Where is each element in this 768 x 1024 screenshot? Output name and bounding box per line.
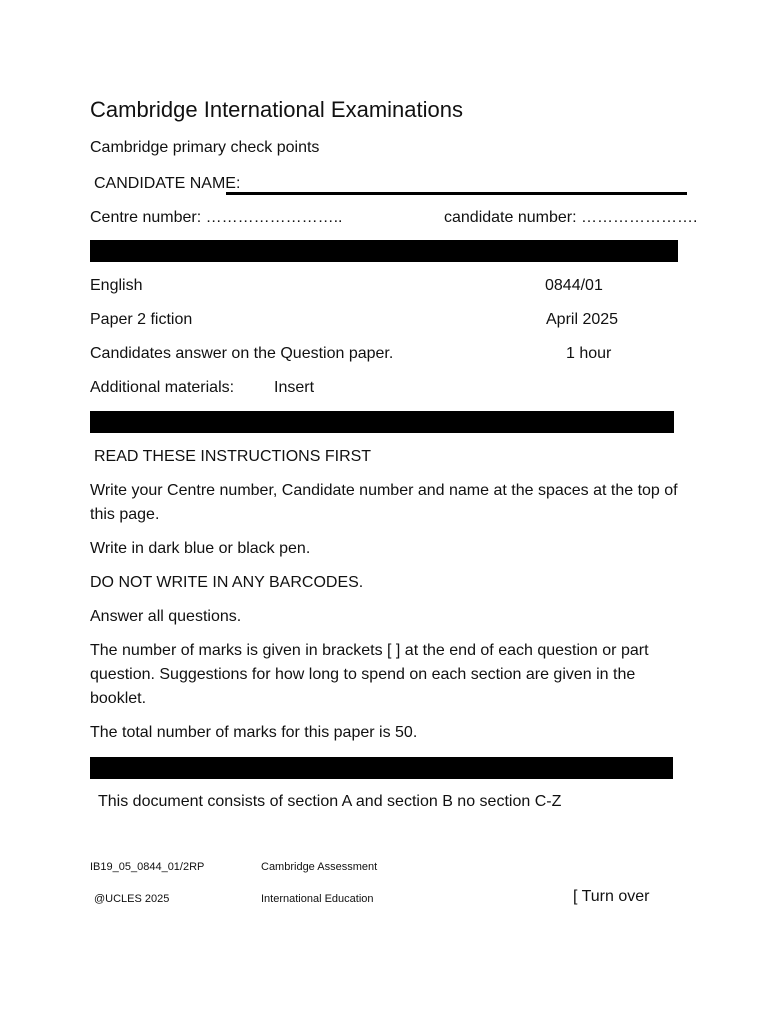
candidate-name-line[interactable]: [226, 192, 687, 195]
instruction-item: Write your Centre number, Candidate number and name at the spaces at the top of this page.: [90, 482, 678, 523]
candidate-name-label: CANDIDATE NAME:: [94, 175, 241, 192]
exam-subject: English: [90, 277, 143, 294]
turn-over-label: [ Turn over: [573, 888, 650, 905]
instructions-heading: READ THESE INSTRUCTIONS FIRST: [94, 448, 372, 465]
footer-copyright: @UCLES 2025: [94, 893, 170, 905]
exam-paper: Paper 2 fiction: [90, 311, 193, 328]
centre-number-field[interactable]: Centre number: ……………………..: [90, 209, 343, 226]
instruction-item: Write in dark blue or black pen.: [90, 540, 311, 557]
divider-bar: [90, 757, 673, 779]
section-note: This document consists of section A and section B no section C-Z: [98, 793, 562, 810]
page-title: Cambridge International Examinations: [90, 97, 463, 122]
divider-bar: [90, 411, 674, 433]
footer-org-line1: Cambridge Assessment: [261, 861, 378, 873]
divider-bar: [90, 240, 678, 262]
candidate-number-field[interactable]: candidate number: ………………….: [444, 209, 698, 226]
footer-org-line2: International Education: [261, 893, 374, 905]
instruction-item: The number of marks is given in brackets [ ] at the end of each question or part question. Suggestions for how long to spend on each section are given in the booklet.: [90, 642, 649, 707]
page-subtitle: Cambridge primary check points: [90, 139, 320, 156]
instruction-item: The total number of marks for this paper is 50.: [90, 724, 418, 741]
materials-label: Additional materials:: [90, 379, 235, 396]
instruction-item: DO NOT WRITE IN ANY BARCODES.: [90, 574, 364, 591]
exam-code: 0844/01: [545, 277, 603, 294]
instruction-item: Answer all questions.: [90, 608, 242, 625]
materials-value: Insert: [274, 379, 315, 396]
exam-date: April 2025: [546, 311, 619, 328]
footer-ref: IB19_05_0844_01/2RP: [90, 861, 205, 873]
answer-note: Candidates answer on the Question paper.: [90, 345, 394, 362]
exam-duration: 1 hour: [566, 345, 612, 362]
